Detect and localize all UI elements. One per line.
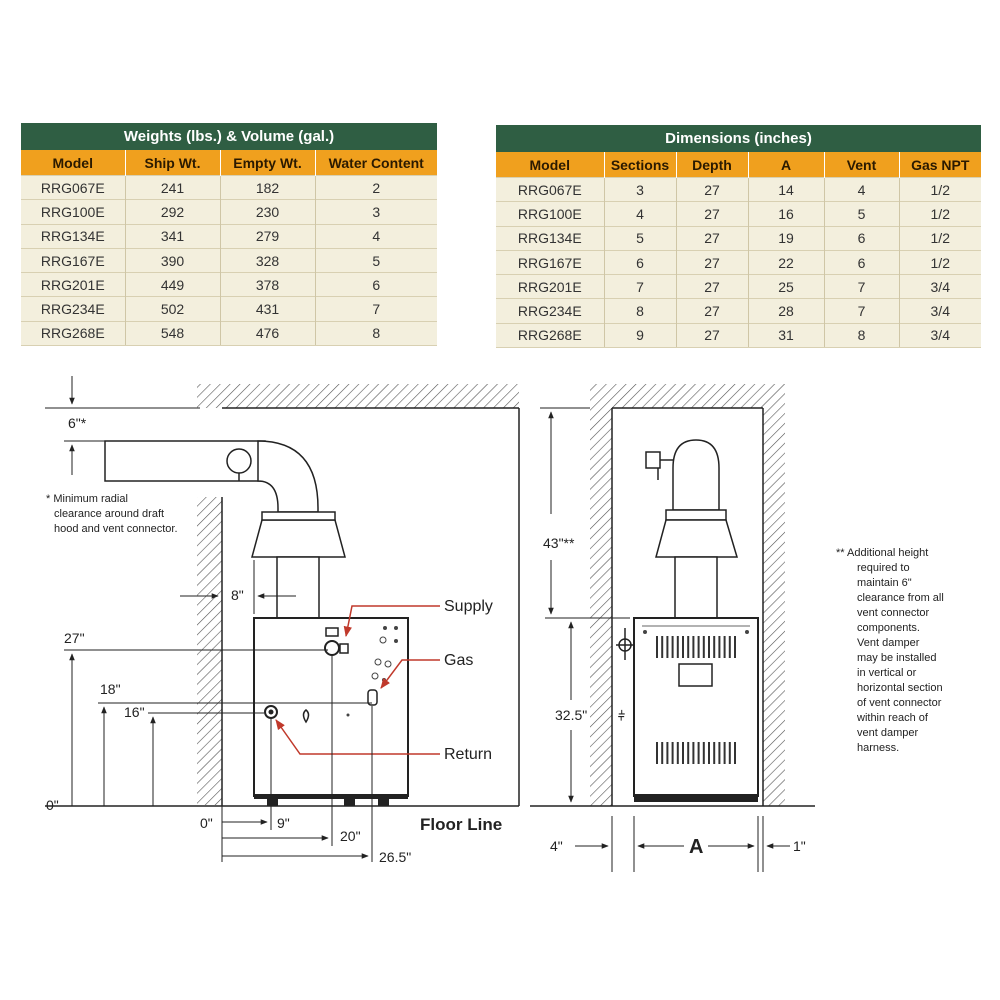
table-cell: 4 (604, 202, 676, 226)
table-cell: 7 (824, 299, 899, 323)
table-cell: 1/2 (899, 178, 981, 202)
table-cell: RRG234E (21, 297, 125, 321)
table-cell: 502 (125, 297, 220, 321)
table-cell: 19 (748, 226, 824, 250)
table-cell: 6 (824, 226, 899, 250)
table-cell: 27 (676, 178, 748, 202)
radial-note-line: clearance around draft (54, 508, 165, 520)
table-cell: 4 (824, 178, 899, 202)
additional-height-note-line: maintain 6" (857, 577, 912, 589)
table-cell: 4 (315, 224, 437, 248)
boiler-leg (267, 799, 278, 806)
table-cell: 27 (676, 323, 748, 347)
table-cell: 8 (604, 299, 676, 323)
table-cell: 27 (676, 250, 748, 274)
table-cell: 5 (315, 248, 437, 272)
column-header: Model (21, 150, 125, 176)
additional-height-note-line: within reach of (857, 712, 928, 724)
draft-hood (252, 520, 345, 557)
table-cell: RRG134E (496, 226, 604, 250)
height-32-5-label: 32.5" (555, 707, 588, 723)
table-cell: 7 (604, 275, 676, 299)
table-cell: 9 (604, 323, 676, 347)
table-cell: 241 (125, 176, 220, 200)
floor-line-label: Floor Line (420, 815, 503, 834)
additional-height-note-line: clearance from all (857, 592, 944, 604)
table-cell: 8 (824, 323, 899, 347)
table-cell: 431 (220, 297, 315, 321)
column-header: Gas NPT (899, 152, 981, 178)
table-cell: 16 (748, 202, 824, 226)
table-cell: 5 (604, 226, 676, 250)
table-cell: 548 (125, 321, 220, 345)
table-cell: 7 (315, 297, 437, 321)
table-cell: 3/4 (899, 275, 981, 299)
additional-height-note-line: may be installed (857, 652, 937, 664)
gas-label: Gas (444, 652, 474, 669)
table-cell: 6 (315, 273, 437, 297)
table-cell: 6 (604, 250, 676, 274)
table-cell: RRG100E (21, 200, 125, 224)
table-cell: 27 (676, 275, 748, 299)
right-clearance-1-label: 1" (793, 838, 806, 854)
table-cell: 14 (748, 178, 824, 202)
table-cell: 8 (315, 321, 437, 345)
table-cell: 5 (824, 202, 899, 226)
additional-height-note-line: ** Additional height (836, 547, 929, 559)
horiz-9-label: 9" (277, 815, 290, 831)
table-cell: 1/2 (899, 250, 981, 274)
side-wall-hatch (197, 497, 222, 805)
clearance-6-label: 6"* (68, 415, 87, 431)
table-cell: 2 (315, 176, 437, 200)
table-cell: RRG067E (496, 178, 604, 202)
table-cell: 31 (748, 323, 824, 347)
front-right-wall-hatch (763, 408, 785, 806)
additional-height-note-line: horizontal section (857, 682, 943, 694)
table-cell: 3/4 (899, 299, 981, 323)
additional-height-note-line: components. (857, 622, 920, 634)
width-a-label: A (689, 836, 704, 858)
additional-height-note-line: required to (857, 562, 910, 574)
table-cell: 328 (220, 248, 315, 272)
additional-height-note-line: in vertical or (857, 667, 917, 679)
side-view (45, 376, 519, 865)
table-cell: 230 (220, 200, 315, 224)
flue-stack (277, 557, 319, 618)
radial-note-line: * Minimum radial (46, 493, 128, 505)
height-43-label: 43"** (543, 535, 575, 551)
table-cell: 27 (676, 226, 748, 250)
front-damper-icon (646, 452, 660, 468)
table-cell: RRG100E (496, 202, 604, 226)
additional-height-note-line: vent damper (857, 727, 919, 739)
table-cell: 1/2 (899, 226, 981, 250)
burner-flame-icon (304, 710, 309, 722)
table-cell: 22 (748, 250, 824, 274)
front-draft-hood (656, 520, 737, 557)
column-header: Water Content (315, 150, 437, 176)
front-view (530, 384, 944, 872)
table-cell: 1/2 (899, 202, 981, 226)
boiler-leg (378, 799, 389, 806)
horiz-20-label: 20" (340, 828, 361, 844)
supply-valve-icon (325, 641, 339, 655)
height-27-label: 27" (64, 630, 85, 646)
vent-elbow (258, 441, 318, 512)
front-left-wall-hatch (590, 408, 612, 806)
additional-height-note (836, 547, 944, 754)
table-cell: RRG167E (496, 250, 604, 274)
front-flue-stack (675, 557, 717, 618)
weights-table-title: Weights (lbs.) & Volume (gal.) (21, 123, 437, 150)
column-header: Sections (604, 152, 676, 178)
additional-height-note-line: vent connector (857, 607, 930, 619)
additional-height-note-line: Vent damper (857, 637, 920, 649)
column-header: Model (496, 152, 604, 178)
additional-height-note-line: of vent connector (857, 697, 942, 709)
column-header: Depth (676, 152, 748, 178)
horiz-26-5-label: 26.5" (379, 849, 412, 865)
table-cell: RRG201E (21, 273, 125, 297)
height-0-label: 0" (46, 797, 59, 813)
table-cell: 6 (824, 250, 899, 274)
front-window (679, 664, 712, 686)
radial-note-line: hood and vent connector. (54, 523, 178, 535)
table-cell: 3 (315, 200, 437, 224)
table-cell: 27 (676, 202, 748, 226)
front-ceiling-hatch (590, 384, 785, 408)
table-cell: RRG067E (21, 176, 125, 200)
column-header: A (748, 152, 824, 178)
ceiling-hatch (197, 384, 519, 408)
left-clearance-4-label: 4" (550, 838, 563, 854)
table-cell: RRG167E (21, 248, 125, 272)
table-cell: 341 (125, 224, 220, 248)
table-cell: 25 (748, 275, 824, 299)
front-vent-dome (673, 440, 719, 510)
height-16-label: 16" (124, 704, 145, 720)
table-cell: RRG268E (21, 321, 125, 345)
vent-damper-icon (227, 449, 251, 473)
table-cell: RRG201E (496, 275, 604, 299)
table-cell: 3 (604, 178, 676, 202)
additional-height-note-line: harness. (857, 742, 900, 754)
table-cell: 28 (748, 299, 824, 323)
table-cell: 476 (220, 321, 315, 345)
table-cell: 449 (125, 273, 220, 297)
wall-clearance-8-label: 8" (231, 587, 244, 603)
column-header: Empty Wt. (220, 150, 315, 176)
table-cell: 7 (824, 275, 899, 299)
boiler-cabinet-front (634, 618, 758, 796)
horiz-0-label: 0" (200, 815, 213, 831)
supply-label: Supply (444, 598, 493, 615)
dimensions-table-title: Dimensions (inches) (496, 125, 981, 152)
height-18-label: 18" (100, 681, 121, 697)
table-cell: 3/4 (899, 323, 981, 347)
table-cell: RRG268E (496, 323, 604, 347)
table-cell: RRG234E (496, 299, 604, 323)
table-cell: 292 (125, 200, 220, 224)
return-label: Return (444, 746, 493, 763)
table-cell: 279 (220, 224, 315, 248)
table-cell: 390 (125, 248, 220, 272)
column-header: Ship Wt. (125, 150, 220, 176)
column-header: Vent (824, 152, 899, 178)
table-cell: 378 (220, 273, 315, 297)
table-cell: RRG134E (21, 224, 125, 248)
front-valve-icon: ⫩ (618, 709, 625, 723)
table-cell: 27 (676, 299, 748, 323)
boiler-leg (344, 799, 355, 806)
table-cell: 182 (220, 176, 315, 200)
